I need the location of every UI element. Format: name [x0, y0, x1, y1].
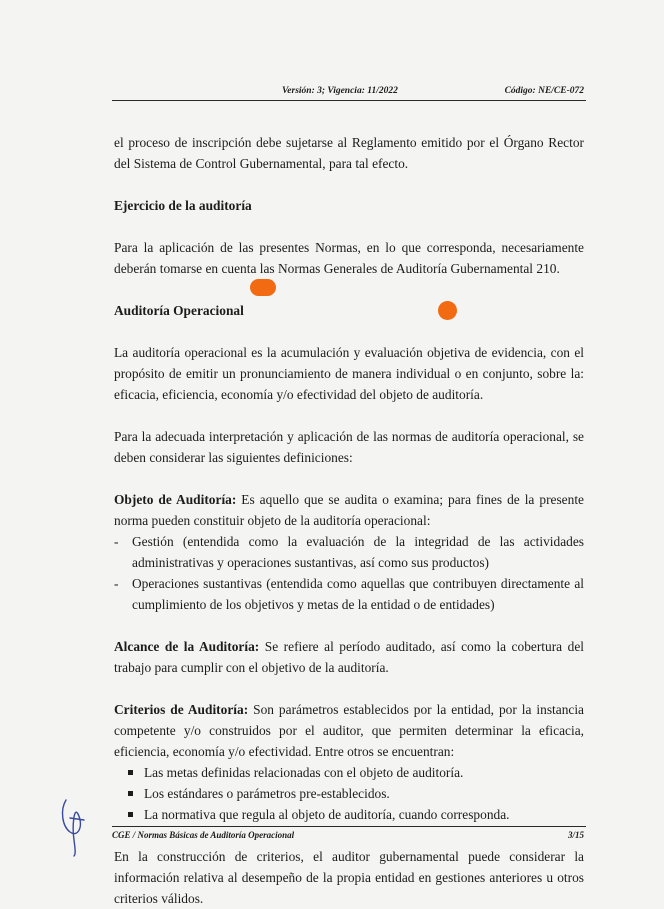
criterios-paragraph [114, 699, 584, 762]
list-item: - Operaciones sustantivas (entendida como aquellas que contribuyen directamente al cumplimiento de los objetivos y metas de la entidad o de entidades) [114, 573, 584, 615]
page-number: 3/15 [567, 830, 584, 840]
alcance-text: Se refiere al período auditado, así como la cobertura del trabajo para cumplir con el objetivo de la auditoría. [114, 639, 584, 675]
alcance-label: Alcance de la Auditoría: [114, 639, 260, 654]
criterios-list [114, 762, 584, 825]
list-item: - Gestión (entendida como la evaluación de la integridad de las actividades administrativas y operaciones sustantivas, así como sus productos) [114, 531, 584, 573]
ejercicio-paragraph: Para la aplicación de las presentes Normas, en lo que corresponda, necesariamente deberán tomarse en cuenta las Normas Generales de Auditoría Gubernamental 210. [114, 240, 584, 276]
square-bullet-icon [128, 791, 133, 796]
version-label: Versión: 3; Vigencia: 11/2022 [282, 86, 398, 96]
criterios-text: Son parámetros establecidos por la entidad, por la instancia competente y/o construidos por el auditor, que permiten determinar la eficacia, eficiencia, economía y/o efectividad. Entre otros se encuentran: [114, 702, 584, 759]
highlight-mark [250, 279, 276, 296]
closing-paragraph: En la construcción de criterios, el auditor gubernamental puede considerar la información relativa al desempeño de la propia entidad en gestiones anteriores u otros criterios válidos. [114, 849, 584, 906]
signature-mark [58, 796, 92, 858]
document-code: Código: NE/CE-072 [504, 86, 584, 96]
list-item: La normativa que regula al objeto de auditoría, cuando corresponda. [128, 804, 584, 825]
objeto-label: Objeto de Auditoría: [114, 492, 237, 507]
dash-bullet: - [114, 534, 119, 549]
page-header [112, 86, 586, 101]
square-bullet-icon [128, 812, 133, 817]
dash-bullet: - [114, 576, 119, 591]
operacional-paragraph-1: La auditoría operacional es la acumulación y evaluación objetiva de evidencia, con el propósito de emitir un pronunciamiento de manera individual o en conjunto, sobre la: eficacia, eficiencia, economía y/o efectividad del objeto de auditoría. [114, 345, 584, 402]
square-bullet-icon [128, 770, 133, 775]
footer-title: CGE / Normas Básicas de Auditoría Operacional [112, 830, 295, 840]
objeto-text: Es aquello que se audita o examina; para fines de la presente norma pueden constituir objeto de la auditoría operacional: [114, 492, 584, 528]
highlight-mark [438, 301, 457, 320]
intro-paragraph: el proceso de inscripción debe sujetarse al Reglamento emitido por el Órgano Rector del Sistema de Control Gubernamental, para tal efecto. [114, 135, 584, 171]
page-footer [112, 826, 586, 840]
list-item: Las metas definidas relacionadas con el objeto de auditoría. [128, 762, 584, 783]
objeto-list [114, 531, 584, 615]
operacional-paragraph-2: Para la adecuada interpretación y aplicación de las normas de auditoría operacional, se deben considerar las siguientes definiciones: [114, 429, 584, 465]
ejercicio-heading: Ejercicio de la auditoría [114, 198, 252, 213]
objeto-paragraph [114, 489, 584, 531]
alcance-paragraph [114, 636, 584, 678]
criterios-label: Criterios de Auditoría: [114, 702, 249, 717]
operacional-heading: Auditoría Operacional [114, 303, 244, 318]
list-item: Los estándares o parámetros pre-establecidos. [128, 783, 584, 804]
document-body [114, 132, 584, 909]
